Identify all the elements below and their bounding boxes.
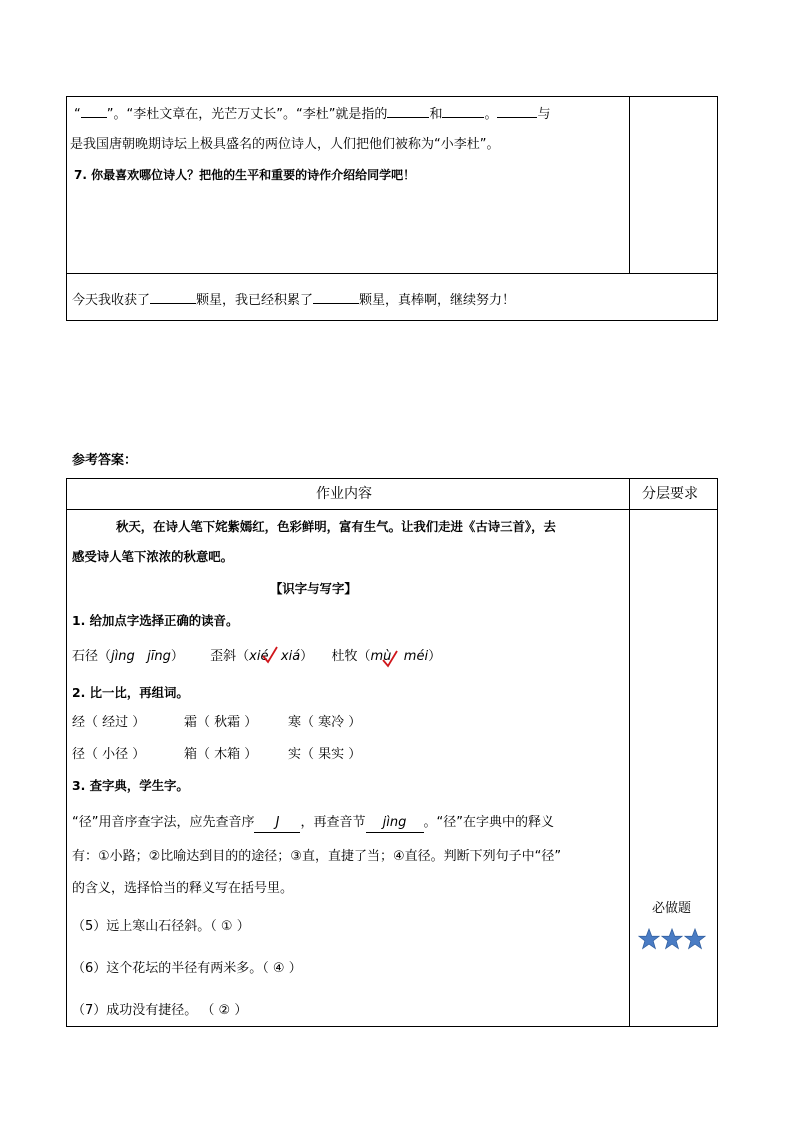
answer-blank[interactable]: jìng <box>366 814 424 833</box>
poet-sentence-line-2: 是我国唐朝晚期诗坛上极具盛名的两位诗人，人们把他们被称为“小李杜”。 <box>70 137 500 152</box>
word-pair: 实（ 果实 ） <box>288 747 362 762</box>
poet-sentence-line-1: “ ”。“李杜文章在，光芒万丈长”。“李杜”就是指的 和 。 与 <box>74 103 550 124</box>
question-3-paragraph-line-1: “径”用音序查字法，应先查音序 J ，再查音节 jìng 。“径”在字典中的释义 <box>72 814 554 833</box>
question-2: 2. 比一比，再组词。 <box>72 685 189 700</box>
intro-line-1: 秋天，在诗人笔下姹紫嫣红，色彩鲜明，富有生气。让我们走进《古诗三首》，去 <box>116 519 556 534</box>
word-pair: 箱（ 木箱 ） <box>184 747 258 762</box>
stars-summary-line: 今天我收获了 颗星，我已经积累了 颗星，真棒啊，继续努力！ <box>72 289 515 310</box>
word-pair: 经（ 经过 ） <box>72 715 146 730</box>
answers-heading: 参考答案： <box>72 453 138 468</box>
word-pair: 寒（ 寒冷 ） <box>288 715 362 730</box>
answer-blank[interactable] <box>497 103 537 118</box>
answer-blank[interactable] <box>81 103 107 118</box>
top-table-row-divider <box>66 273 718 274</box>
stars-total-blank[interactable] <box>313 289 359 304</box>
star-icon <box>684 928 706 950</box>
answers-table-column-divider <box>629 478 630 1027</box>
question-1: 1. 给加点字选择正确的读音。 <box>72 613 239 628</box>
star-icon <box>638 928 660 950</box>
sentence-6: （6）这个花坛的半径有两米多。（ ④ ） <box>72 961 302 976</box>
question-3: 3. 查字典，学生字。 <box>72 778 189 793</box>
sentence-5: （5）远上寒山石径斜。（ ① ） <box>72 919 250 934</box>
check-mark-icon <box>262 646 278 664</box>
level-stars <box>638 928 706 950</box>
top-table-column-divider <box>629 96 630 273</box>
check-mark-icon <box>382 650 398 668</box>
top-table <box>66 96 718 321</box>
sentence-7: （7）成功没有捷径。 （ ② ） <box>72 1003 248 1018</box>
intro-line-2: 感受诗人笔下浓浓的秋意吧。 <box>72 549 234 564</box>
answer-blank[interactable] <box>442 103 484 118</box>
section-title: 【识字与写字】 <box>270 581 357 596</box>
answers-table-header-divider <box>66 509 718 510</box>
column-header-content: 作业内容 <box>316 486 372 502</box>
answer-blank[interactable]: J <box>254 814 300 833</box>
answer-blank[interactable] <box>387 103 429 118</box>
word-pair: 霜（ 秋霜 ） <box>184 715 258 730</box>
question-3-paragraph-line-2: 有：①小路；②比喻达到目的的途径；③直，直捷了当；④直径。判断下列句子中“径” <box>72 849 562 864</box>
stars-earned-blank[interactable] <box>150 289 196 304</box>
level-label: 必做题 <box>652 901 692 916</box>
word-pair: 径（ 小径 ） <box>72 747 146 762</box>
question-3-paragraph-line-3: 的含义，选择恰当的释义写在括号里。 <box>72 881 294 896</box>
question-7: 7. 你最喜欢哪位诗人？把他的生平和重要的诗作介绍给同学吧！ <box>74 168 416 182</box>
question-1-options: 石径（jìng jīng） 歪斜（xié xiá） 杜牧（mù méi） <box>72 649 442 664</box>
star-icon <box>661 928 683 950</box>
column-header-level: 分层要求 <box>642 486 698 502</box>
